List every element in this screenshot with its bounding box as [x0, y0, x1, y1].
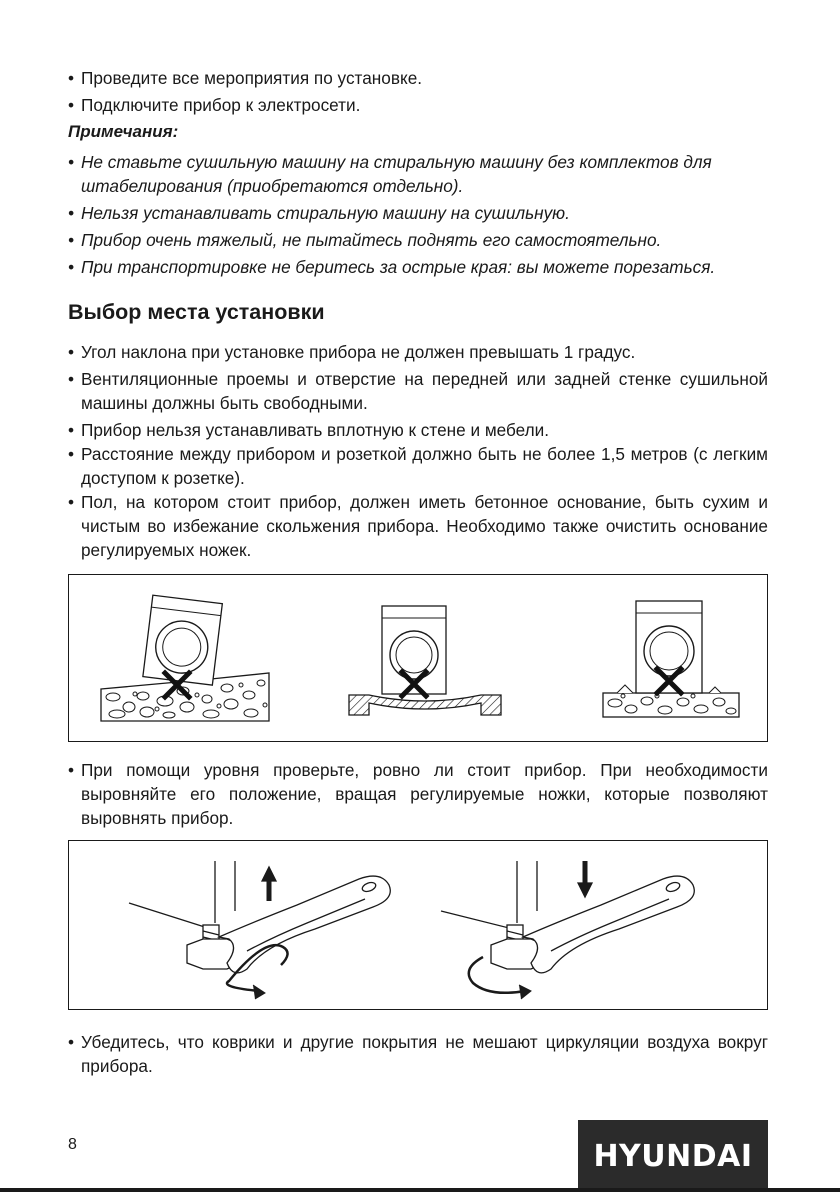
section-item-5-text: Пол, на котором стоит прибор, должен иметь бетонное основание, быть сухим и чистым во избежание скольжения прибора. Необходимо также очистить основание регулируемых ножек. — [81, 492, 768, 560]
wrench-figure-drawing — [69, 841, 766, 1008]
bullet: • — [68, 342, 75, 362]
section-item-2 — [68, 367, 768, 415]
bullet: • — [68, 95, 75, 115]
section-item-1 — [68, 340, 768, 364]
note-3-text: Прибор очень тяжелый, не пытайтесь поднять его самостоятельно. — [81, 230, 662, 250]
floor-figure-drawing — [69, 575, 766, 740]
section-title: Выбор места установки — [68, 300, 325, 324]
bullet: • — [68, 444, 75, 464]
bullet: • — [68, 492, 75, 512]
section-item-3 — [68, 418, 768, 442]
note-3 — [68, 228, 768, 252]
section-item-2-text: Вентиляционные проемы и отверстие на передней или задней стенке сушильной машины должны быть свободными. — [81, 369, 768, 413]
step-1 — [68, 66, 768, 90]
bullet: • — [68, 760, 75, 780]
bullet: • — [68, 420, 75, 440]
bullet: • — [68, 152, 75, 172]
section-item-1-text: Угол наклона при установке прибора не должен превышать 1 градус. — [81, 342, 636, 362]
page-number: 8 — [68, 1136, 77, 1153]
section-item-5 — [68, 490, 768, 562]
floor-figure — [68, 574, 768, 742]
bullet: • — [68, 257, 75, 277]
uneven-floor-illustration — [603, 601, 739, 717]
note-4 — [68, 255, 768, 279]
bullet: • — [68, 1032, 75, 1052]
final-text: Убедитесь, что коврики и другие покрытия не мешают циркуляции воздуха вокруг прибора. — [81, 1032, 768, 1076]
step-2-text: Подключите прибор к электросети. — [81, 95, 361, 115]
concave-floor-illustration — [349, 606, 501, 715]
brand-logo-text: HYUNDAI — [593, 1138, 753, 1174]
section-item-4-text: Расстояние между прибором и розеткой должно быть не более 1,5 метров (с легким доступом к розетке). — [81, 444, 768, 488]
bullet: • — [68, 68, 75, 88]
final-item — [68, 1030, 768, 1078]
step-2 — [68, 93, 768, 117]
brand-logo — [578, 1120, 768, 1192]
bullet: • — [68, 369, 75, 389]
section-item-4 — [68, 442, 768, 490]
bullet: • — [68, 203, 75, 223]
note-1 — [68, 150, 768, 198]
leveling-item — [68, 758, 768, 830]
bullet: • — [68, 230, 75, 250]
tilted-floor-illustration — [101, 595, 269, 721]
note-2 — [68, 201, 768, 225]
section-item-3-text: Прибор нельзя устанавливать вплотную к стене и мебели. — [81, 420, 550, 440]
notes-heading: Примечания: — [68, 122, 179, 141]
note-1-text: Не ставьте сушильную машину на стиральную машину без комплектов для штабелирования (приобретаются отдельно). — [81, 152, 712, 196]
note-2-text: Нельзя устанавливать стиральную машину на сушильную. — [81, 203, 570, 223]
bottom-rule — [0, 1188, 840, 1192]
wrench-figure — [68, 840, 768, 1010]
raise-foot-illustration — [129, 861, 390, 999]
note-4-text: При транспортировке не беритесь за острые края: вы можете порезаться. — [81, 257, 716, 277]
lower-foot-illustration — [441, 861, 694, 999]
step-1-text: Проведите все мероприятия по установке. — [81, 68, 423, 88]
leveling-text: При помощи уровня проверьте, ровно ли стоит прибор. При необходимости выровняйте его положение, вращая регулируемые ножки, которые позволяют выровнять прибор. — [81, 760, 768, 828]
